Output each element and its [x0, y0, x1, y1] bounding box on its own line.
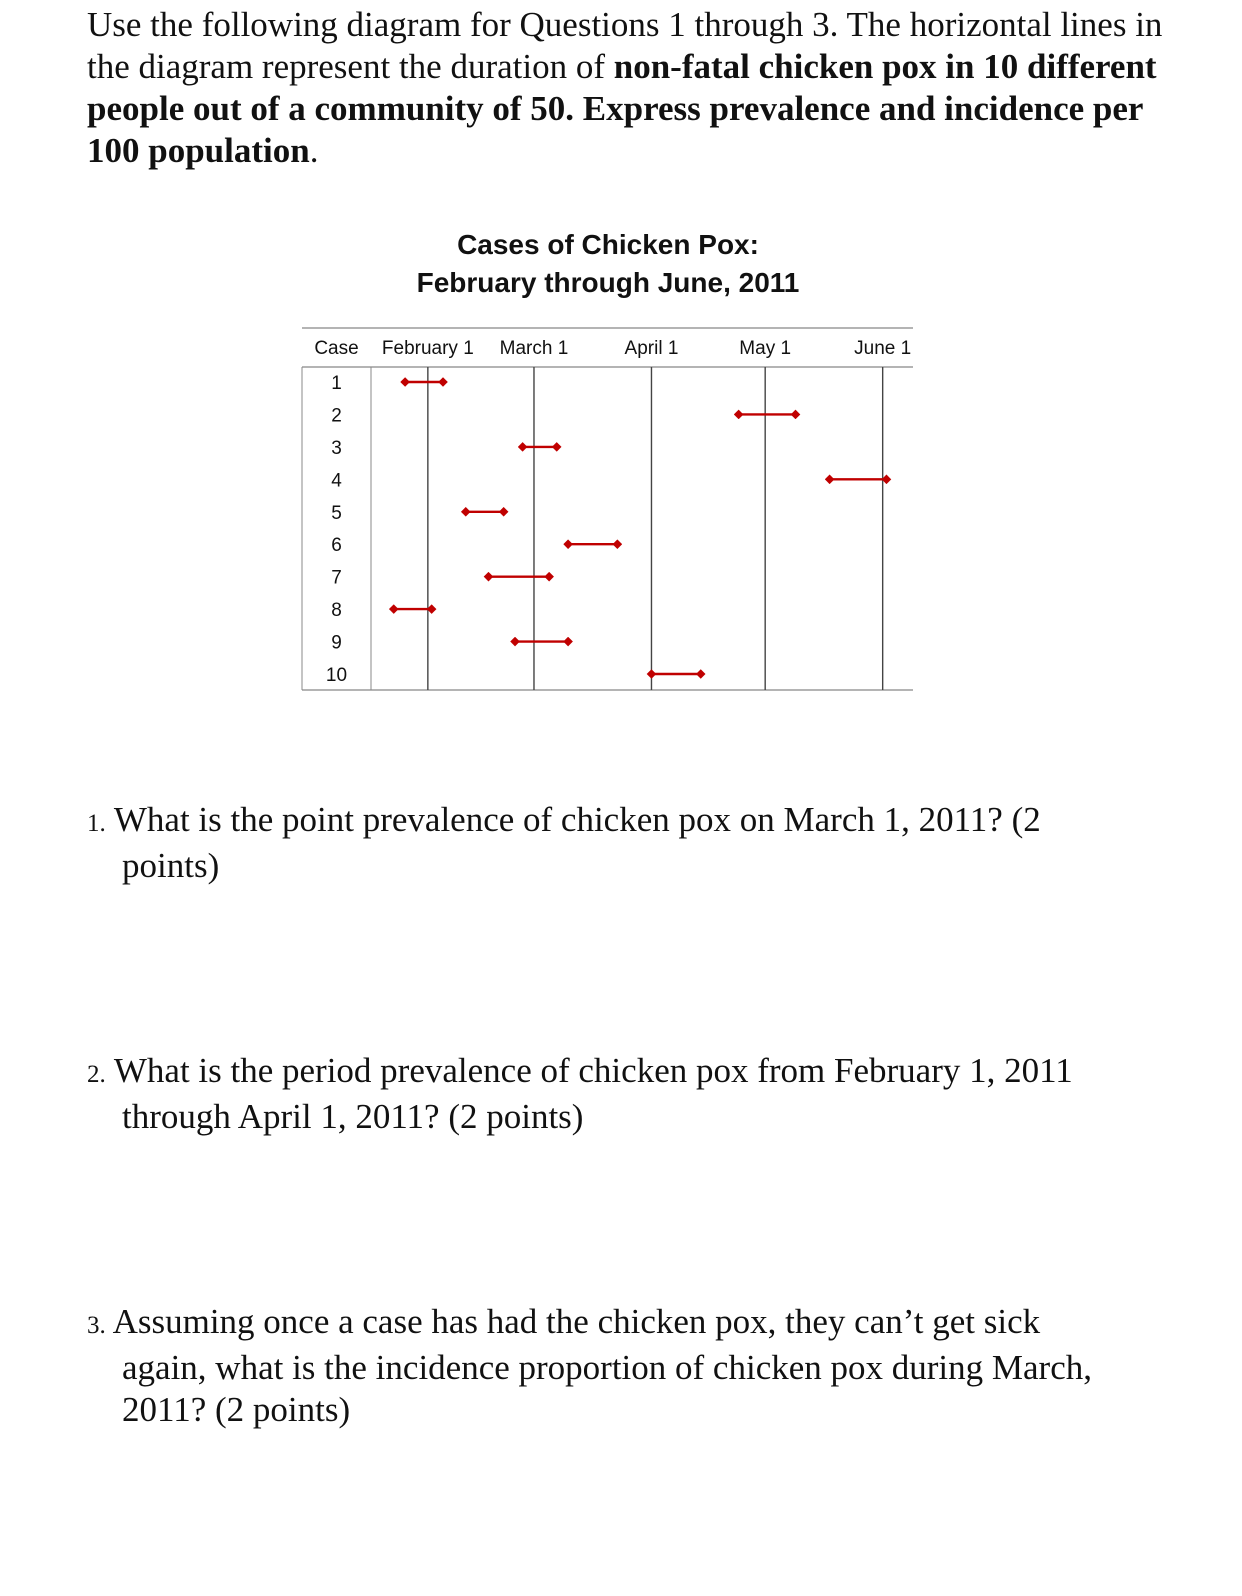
date-label: June 1	[854, 338, 912, 359]
question-text-continued: through April 1, 2011? (2 points)	[122, 1097, 584, 1136]
question-3	[87, 1301, 1187, 1431]
case-number: 1	[331, 373, 342, 394]
question-1	[87, 799, 1187, 887]
intro-bold-text: non-fatal chicken pox in 10 different people out of a community of 50. Express prevalence and incidence per 100 population	[87, 47, 1157, 170]
date-label: April 1	[624, 338, 679, 359]
case-number: 9	[331, 632, 342, 654]
case-number: 7	[331, 567, 342, 589]
case-number: 2	[331, 405, 342, 427]
intro-end: .	[309, 131, 319, 170]
question-2	[87, 1050, 1187, 1138]
chart-subtitle: February through June, 2011	[416, 267, 800, 298]
case-number: 3	[331, 437, 342, 459]
case-number: 4	[331, 470, 342, 492]
question-number: 3.	[87, 1312, 106, 1339]
question-number: 2.	[87, 1061, 106, 1088]
date-label: May 1	[739, 338, 792, 359]
case-number: 6	[331, 535, 342, 557]
case-number: 5	[331, 502, 342, 524]
date-label: March 1	[499, 338, 569, 359]
date-label: February 1	[381, 338, 474, 359]
case-number: 8	[331, 600, 342, 622]
chart-title: Cases of Chicken Pox:	[457, 229, 759, 260]
case-number: 10	[325, 665, 348, 686]
question-text: What is the point prevalence of chicken pox on March 1, 2011? (2	[113, 800, 1041, 839]
question-text-continued: 2011? (2 points)	[122, 1390, 351, 1429]
question-text-continued: again, what is the incidence proportion of chicken pox during March,	[122, 1348, 1092, 1387]
question-text: Assuming once a case has had the chicken pox, they can’t get sick	[112, 1302, 1041, 1341]
case-column-header: Case	[314, 338, 359, 359]
case-timeline-chart	[0, 0, 1242, 760]
question-text-continued: points)	[122, 846, 220, 885]
question-text: What is the period prevalence of chicken pox from February 1, 2011	[113, 1051, 1073, 1090]
intro-text: Use the following diagram for Questions 1 through 3. The horizontal lines in the diagram represent the duration of	[87, 5, 1163, 86]
question-number: 1.	[87, 810, 106, 837]
